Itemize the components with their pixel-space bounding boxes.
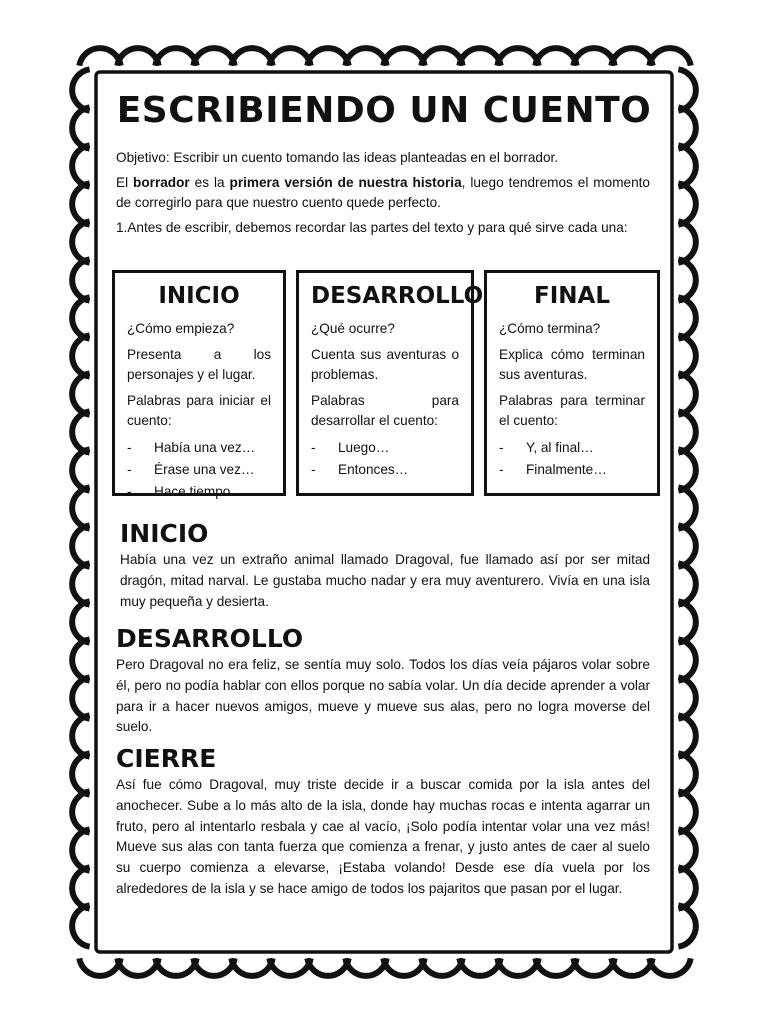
list-item: - Y, al final… [499, 437, 645, 459]
box-final-list [499, 437, 645, 481]
scallop-arc [231, 48, 272, 65]
scallop-arc [307, 48, 348, 65]
scallop-arc [678, 601, 695, 642]
scallop-arc [678, 373, 695, 414]
box-desarrollo-words-label: Palabras para desarrollar el cuento: [311, 393, 459, 428]
scallop-arc [573, 48, 614, 65]
scallop-arc [72, 563, 89, 604]
scallop-arc [459, 48, 500, 65]
box-desarrollo-description: Cuenta sus aventuras o problemas. [311, 347, 459, 382]
scallop-arc [421, 48, 462, 65]
scallop-arc [611, 48, 652, 65]
scallop-arc [649, 958, 690, 975]
box-inicio-question: ¿Cómo empieza? [127, 321, 235, 336]
page-title: ESCRIBIENDO UN CUENTO [116, 90, 652, 131]
scallop-arc [678, 867, 695, 908]
scallop-arc [72, 297, 89, 338]
section-inicio-text: Había una vez un extraño animal llamado Dragoval, fue llamado así por ser mitad dragón, mitad narval. Le gustaba mucho nadar y era muy aventurero. Vivía en una isla muy pequeña y desierta. [120, 552, 650, 609]
scallop-arc [345, 48, 386, 65]
scallop-arc [72, 525, 89, 566]
scallop-arc [72, 487, 89, 528]
list-item: - Hace tiempo… [127, 481, 271, 503]
list-item: - Érase una vez… [127, 459, 271, 481]
scallop-arc [678, 487, 695, 528]
objective-text: Objetivo: Escribir un cuento tomando las ideas planteadas en el borrador. [116, 150, 559, 165]
scallop-arc [678, 107, 695, 148]
scallop-arc [383, 48, 424, 65]
draft-text-1: El [116, 175, 134, 190]
list-item: - Finalmente… [499, 459, 645, 481]
scallop-arc [611, 958, 652, 975]
box-inicio-description: Presenta a los personajes y el lugar. [127, 347, 271, 382]
scallop-arc [231, 958, 272, 975]
scallop-arc [678, 639, 695, 680]
scallop-arc [678, 829, 695, 870]
scallop-arc [678, 411, 695, 452]
scallop-arc [72, 867, 89, 908]
draft-text-3: , luego tendremos el momento de corregirlo para que nuestro cuento quede perfecto. [116, 175, 650, 210]
story-parts-boxes [112, 270, 660, 502]
scallop-arc [72, 221, 89, 262]
section-desarrollo-title: DESARROLLO [116, 624, 304, 653]
section-inicio-title: INICIO [120, 519, 209, 548]
scallop-arc [155, 958, 196, 975]
scallop-arc [678, 563, 695, 604]
draft-text-2: es la [189, 175, 230, 190]
list-item: - Luego… [311, 437, 459, 459]
scallop-arc [497, 48, 538, 65]
scallop-arc [459, 958, 500, 975]
scallop-arc [307, 958, 348, 975]
scallop-arc [72, 373, 89, 414]
box-final-description: Explica cómo terminan sus aventuras. [499, 347, 645, 382]
story-section-desarrollo [116, 623, 650, 738]
scallop-arc [497, 958, 538, 975]
scallop-arc [72, 335, 89, 376]
section-cierre-title: CIERRE [116, 744, 217, 773]
draft-bold-1: borrador [133, 175, 190, 190]
scallop-arc [72, 411, 89, 452]
scallop-arc [117, 48, 158, 65]
section-desarrollo-text: Pero Dragoval no era feliz, se sentía muy solo. Todos los días veía pájaros volar sobre él, pero no podía hablar con ellos porque no sabía volar. Un día decide aprender a volar para ir a hacer nuevos amigos, mueve y mueve sus alas, pero no logra moverse del suelo. [116, 657, 650, 735]
box-inicio-words-label: Palabras para iniciar el cuento: [127, 393, 271, 428]
scallop-arc [72, 259, 89, 300]
scallop-arc [678, 525, 695, 566]
scallop-arc [72, 145, 89, 186]
scallop-arc [383, 958, 424, 975]
scallop-arc [678, 715, 695, 756]
list-item: - Había una vez… [127, 437, 271, 459]
scallop-arc [193, 958, 234, 975]
scallop-arc [269, 958, 310, 975]
scallop-arc [678, 449, 695, 490]
scallop-arc [678, 335, 695, 376]
box-final-title: FINAL [534, 283, 610, 309]
scallop-arc [79, 48, 120, 65]
scallop-arc [573, 958, 614, 975]
box-desarrollo-title: DESARROLLO [311, 283, 484, 309]
scallop-arc [678, 791, 695, 832]
story-section-cierre [116, 743, 650, 900]
scallop-arc [535, 48, 576, 65]
story-section-inicio [120, 518, 650, 612]
section-cierre-text: Así fue cómo Dragoval, muy triste decide ir a buscar comida por la isla antes del anochecer. Sube a lo más alto de la isla, donde hay muchas rocas e intenta agarrar un fruto, pero al intentarlo resbala y cae al vacío, ¡Solo podía intentar volar una vez más! Mueve sus alas con tanta fuerza que comienza a frenar, y justo antes de caer al suelo su cuerpo comienza a elevarse, ¡Estaba volando! Desde ese día vuela por los alrededores de la isla y se hace amigo de todos los pajaritos que pasan por el lugar. [116, 777, 650, 896]
scallop-arc [72, 715, 89, 756]
scallop-arc [72, 905, 89, 946]
scallop-arc [678, 677, 695, 718]
box-desarrollo-list [311, 437, 459, 481]
box-final [484, 270, 660, 496]
box-desarrollo-question: ¿Qué ocurre? [311, 321, 395, 336]
scallop-arc [79, 958, 120, 975]
scallop-arc [678, 905, 695, 946]
box-inicio-title: INICIO [158, 283, 240, 309]
scallop-arc [72, 449, 89, 490]
scallop-arc [72, 829, 89, 870]
box-desarrollo [296, 270, 484, 496]
list-item: - Entonces… [311, 459, 459, 481]
box-final-question: ¿Cómo termina? [499, 321, 601, 336]
draft-explanation [116, 173, 650, 213]
box-final-words-label: Palabras para terminar el cuento: [499, 393, 645, 428]
scallop-arc [155, 48, 196, 65]
scallop-arc [72, 677, 89, 718]
scallop-arc [72, 183, 89, 224]
scallop-arc [649, 48, 690, 65]
worksheet-page [96, 72, 672, 952]
scallop-arc [678, 297, 695, 338]
scallop-arc [678, 183, 695, 224]
scallop-arc [117, 958, 158, 975]
scallop-arc [678, 145, 695, 186]
scallop-arc [193, 48, 234, 65]
scallop-arc [678, 221, 695, 262]
box-inicio [112, 270, 286, 499]
scallop-arc [72, 601, 89, 642]
intro-block [116, 148, 650, 243]
scallop-arc [72, 107, 89, 148]
scallop-arc [72, 791, 89, 832]
scallop-arc [72, 639, 89, 680]
scallop-arc [421, 958, 462, 975]
scallop-arc [678, 69, 695, 110]
scallop-arc [678, 753, 695, 794]
scallop-arc [72, 69, 89, 110]
scallop-arc [269, 48, 310, 65]
instruction-text: 1.Antes de escribir, debemos recordar las partes del texto y para qué sirve cada una: [116, 220, 628, 235]
scallop-arc [678, 259, 695, 300]
box-inicio-list [127, 437, 271, 503]
scallop-arc [72, 753, 89, 794]
scallop-arc [535, 958, 576, 975]
scallop-arc [345, 958, 386, 975]
draft-bold-2: primera versión de nuestra historia [229, 175, 462, 190]
